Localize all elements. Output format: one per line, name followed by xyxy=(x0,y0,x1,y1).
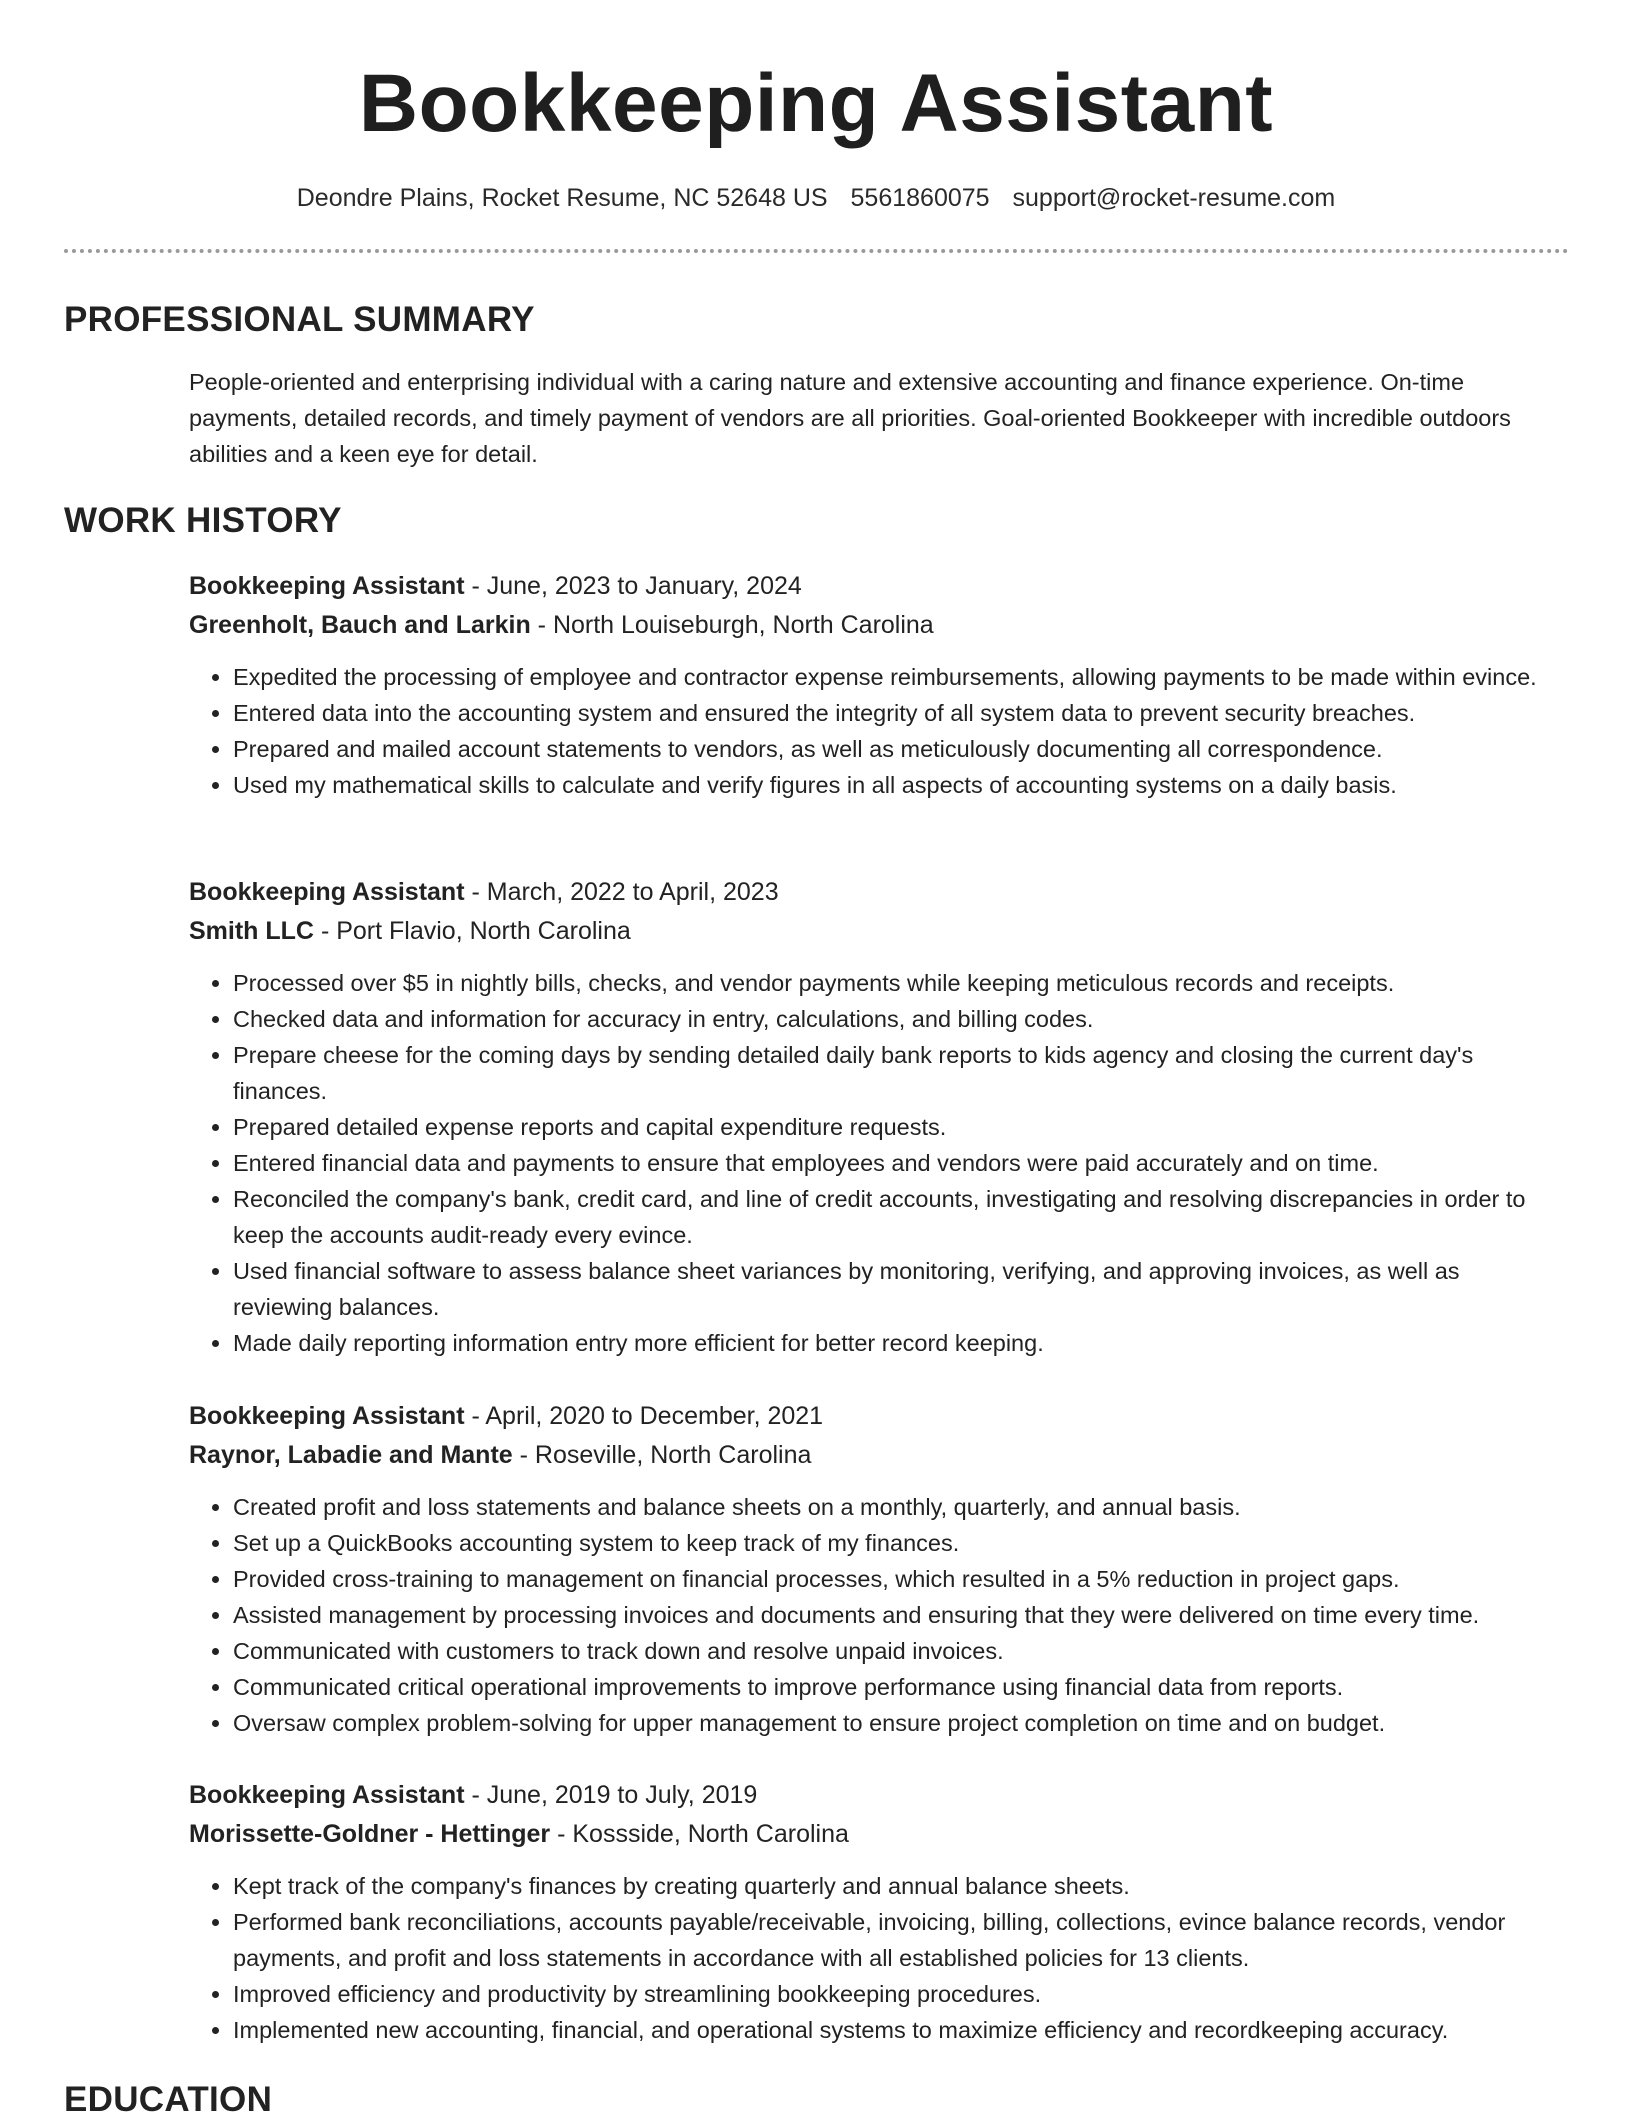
job-location: - Port Flavio, North Carolina xyxy=(314,917,631,945)
job-bullet: • Kept track of the company's finances by creating quarterly and annual balance sheets. xyxy=(233,1868,1564,1904)
job-bullet: • Entered financial data and payments to ensure that employees and vendors were paid accurately and on time. xyxy=(233,1145,1564,1181)
job-company: Greenholt, Bauch and Larkin xyxy=(189,611,531,639)
job-bullet: • Used financial software to assess balance sheet variances by monitoring, verifying, and approving invoices, as well as reviewing balances. xyxy=(233,1253,1564,1325)
job-bullet: • Performed bank reconciliations, accounts payable/receivable, invoicing, billing, collections, evince balance records, vendor payments, and profit and loss statements in accordance with all established policies for 13 clients. xyxy=(233,1904,1564,1976)
job-location: - Roseville, North Carolina xyxy=(512,1441,812,1469)
job-bullet: • Communicated critical operational improvements to improve performance using financial data from reports. xyxy=(233,1669,1564,1705)
job-entry xyxy=(189,567,1564,803)
job-bullets xyxy=(189,965,1564,1361)
job-company: Morissette-Goldner - Hettinger xyxy=(189,1820,551,1848)
section-title-work-history: WORK HISTORY xyxy=(64,501,342,540)
contact-email: support@rocket-resume.com xyxy=(1012,184,1336,212)
job-location: - Kossside, North Carolina xyxy=(550,1820,849,1848)
job-bullet: • Used my mathematical skills to calculate and verify figures in all aspects of accounting systems on a daily basis. xyxy=(233,767,1564,803)
contact-address: Deondre Plains, Rocket Resume, NC 52648 US xyxy=(296,184,828,212)
job-company: Raynor, Labadie and Mante xyxy=(189,1441,513,1469)
job-role: Bookkeeping Assistant xyxy=(189,1402,465,1430)
job-company: Smith LLC xyxy=(189,917,314,945)
job-company-line xyxy=(189,606,1564,645)
job-role: Bookkeeping Assistant xyxy=(189,878,465,906)
job-bullet: • Checked data and information for accuracy in entry, calculations, and billing codes. xyxy=(233,1001,1564,1037)
job-entry xyxy=(189,1397,1564,1741)
job-bullet: • Created profit and loss statements and balance sheets on a monthly, quarterly, and annual basis. xyxy=(233,1489,1564,1525)
job-bullet: • Improved efficiency and productivity by streamlining bookkeeping procedures. xyxy=(233,1976,1564,2012)
job-bullet: • Assisted management by processing invoices and documents and ensuring that they were delivered on time every time. xyxy=(233,1597,1564,1633)
job-bullet: • Expedited the processing of employee and contractor expense reimbursements, allowing payments to be made within evince. xyxy=(233,659,1564,695)
job-company-line xyxy=(189,912,1564,951)
job-bullet: • Set up a QuickBooks accounting system to keep track of my finances. xyxy=(233,1525,1564,1561)
job-bullet: • Prepare cheese for the coming days by sending detailed daily bank reports to kids agency and closing the current day's finances. xyxy=(233,1037,1564,1109)
job-title-line xyxy=(189,567,1564,606)
job-role: Bookkeeping Assistant xyxy=(189,1781,465,1809)
job-bullet: • Communicated with customers to track down and resolve unpaid invoices. xyxy=(233,1633,1564,1669)
job-dates: - March, 2022 to April, 2023 xyxy=(464,878,779,906)
job-bullets xyxy=(189,659,1564,803)
job-dates: - June, 2019 to July, 2019 xyxy=(464,1781,758,1809)
summary-text: People-oriented and enterprising individual with a caring nature and extensive accounting and finance experience. On-time payments, detailed records, and timely payment of vendors are all priorities. Goal-oriented Bookkeeper with incredible outdoors abilities and a keen eye for detail. xyxy=(189,369,1511,467)
section-title-education: EDUCATION xyxy=(64,2080,273,2119)
job-entry xyxy=(189,1776,1564,2048)
resume-name: Bookkeeping Assistant xyxy=(358,58,1274,149)
job-bullet: • Processed over $5 in nightly bills, checks, and vendor payments while keeping meticulous records and receipts. xyxy=(233,965,1564,1001)
job-company-line xyxy=(189,1436,1564,1475)
job-bullet: • Made daily reporting information entry more efficient for better record keeping. xyxy=(233,1325,1564,1361)
section-title-summary: PROFESSIONAL SUMMARY xyxy=(64,300,535,339)
contact-line xyxy=(0,180,1632,216)
job-bullet: • Implemented new accounting, financial, and operational systems to maximize efficiency and recordkeeping accuracy. xyxy=(233,2012,1564,2048)
job-dates: - June, 2023 to January, 2024 xyxy=(464,572,802,600)
job-entry xyxy=(189,873,1564,1361)
job-bullets xyxy=(189,1489,1564,1741)
job-role: Bookkeeping Assistant xyxy=(189,572,465,600)
job-title-line xyxy=(189,873,1564,912)
header-divider xyxy=(64,249,1569,253)
job-bullet: • Oversaw complex problem-solving for upper management to ensure project completion on time and on budget. xyxy=(233,1705,1564,1741)
job-title-line xyxy=(189,1397,1564,1436)
job-company-line xyxy=(189,1815,1564,1854)
job-bullet: • Prepared detailed expense reports and capital expenditure requests. xyxy=(233,1109,1564,1145)
job-dates: - April, 2020 to December, 2021 xyxy=(464,1402,824,1430)
job-bullets xyxy=(189,1868,1564,2048)
job-title-line xyxy=(189,1776,1564,1815)
job-bullet: • Reconciled the company's bank, credit card, and line of credit accounts, investigating and resolving discrepancies in order to keep the accounts audit-ready every evince. xyxy=(233,1181,1564,1253)
job-bullet: • Entered data into the accounting system and ensured the integrity of all system data to prevent security breaches. xyxy=(233,695,1564,731)
contact-phone: 5561860075 xyxy=(850,184,990,212)
job-location: - North Louiseburgh, North Carolina xyxy=(530,611,934,639)
job-bullet: • Prepared and mailed account statements to vendors, as well as meticulously documenting all correspondence. xyxy=(233,731,1564,767)
job-bullet: • Provided cross-training to management on financial processes, which resulted in a 5% reduction in project gaps. xyxy=(233,1561,1564,1597)
